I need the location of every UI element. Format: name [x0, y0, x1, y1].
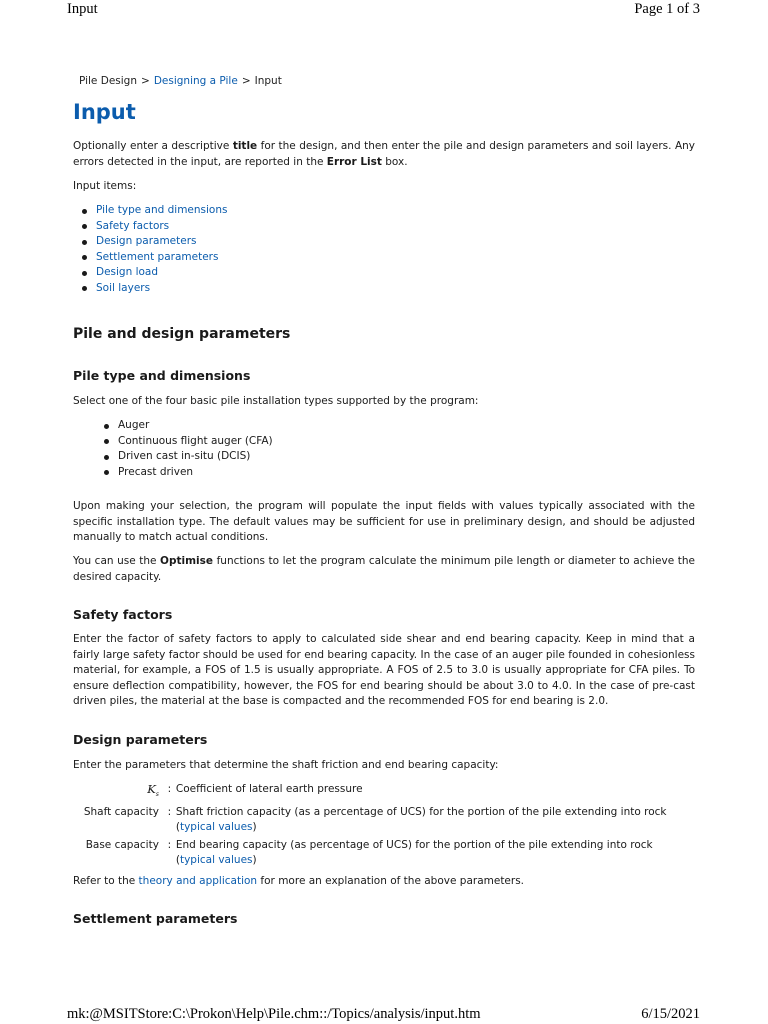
param-desc: Coefficient of lateral earth pressure: [175, 783, 363, 795]
design-parameters-table: [73, 782, 673, 871]
section-heading-pile-and-design-parameters: Pile and design parameters: [73, 326, 291, 342]
breadcrumb-link-designing-a-pile[interactable]: Designing a Pile: [153, 75, 238, 87]
subheading-settlement-parameters: Settlement parameters: [73, 911, 238, 926]
intro-bold-title: title: [232, 140, 258, 152]
list-item: [73, 219, 695, 235]
param-colon: :: [167, 838, 172, 851]
optimise-text: You can use the: [73, 555, 161, 567]
link-design-parameters[interactable]: Design parameters: [96, 235, 197, 247]
list-item: [73, 281, 695, 297]
input-items-label: Input items:: [73, 180, 137, 192]
design-parameters-intro: Enter the parameters that determine the shaft friction and end bearing capacity:: [73, 759, 499, 771]
print-footer-path: mk:@MSITStore:C:\Prokon\Help\Pile.chm::/Topics/analysis/input.htm: [67, 1006, 481, 1022]
print-header-title: Input: [67, 1, 98, 17]
param-desc-text: Shaft friction capacity (as a percentage of UCS) for the portion of the pile extending into rock (: [175, 805, 667, 834]
link-settlement-parameters[interactable]: Settlement parameters: [96, 250, 219, 263]
list-item: [73, 203, 695, 219]
table-row: [73, 838, 673, 871]
list-item: [73, 250, 695, 266]
link-safety-factors[interactable]: Safety factors: [96, 219, 170, 232]
refer-paragraph: [73, 874, 695, 890]
link-design-load[interactable]: Design load: [96, 266, 159, 278]
table-row: [73, 805, 673, 838]
subheading-pile-type-and-dimensions: Pile type and dimensions: [73, 368, 251, 383]
list-item: [73, 265, 695, 281]
breadcrumb-separator: >: [241, 75, 251, 87]
intro-text: Optionally enter a descriptive: [73, 140, 233, 152]
param-name-ks: [73, 782, 163, 805]
link-typical-values-shaft[interactable]: typical values: [179, 821, 253, 834]
ks-symbol: K: [147, 782, 156, 796]
param-name: Shaft capacity: [83, 805, 159, 818]
link-soil-layers[interactable]: Soil layers: [96, 281, 151, 294]
pile-types-list: [73, 418, 695, 480]
param-desc-text: End bearing capacity (as percentage of UCS) for the portion of the pile extending into rock (: [175, 838, 653, 867]
page-title: Input: [73, 100, 136, 124]
optimise-text: functions to let the program calculate the minimum pile length or diameter to achieve the desired capacity.: [73, 555, 695, 583]
print-footer: [67, 1006, 700, 1023]
pile-type-intro: Select one of the four basic pile installation types supported by the program:: [73, 395, 479, 407]
list-item: Auger: [73, 418, 695, 434]
optimise-bold: Optimise: [160, 555, 214, 567]
intro-text: box.: [381, 155, 408, 168]
breadcrumb-pile-design: Pile Design: [79, 75, 137, 87]
param-colon: :: [167, 805, 172, 818]
ks-subscript: s: [155, 791, 159, 799]
list-item: Continuous flight auger (CFA): [73, 434, 695, 450]
param-desc: [176, 838, 673, 871]
list-item: [73, 234, 695, 250]
subheading-safety-factors: Safety factors: [73, 607, 173, 622]
print-header: [67, 1, 700, 18]
breadcrumb-current: Input: [254, 75, 282, 87]
param-desc: [176, 805, 673, 838]
print-footer-date: 6/15/2021: [641, 1006, 700, 1022]
refer-text: Refer to the: [73, 875, 139, 887]
breadcrumb: [79, 75, 282, 87]
param-colon: :: [167, 783, 172, 795]
breadcrumb-separator: >: [141, 75, 150, 87]
intro-text: for the design, and then enter the pile and design parameters and soil layers. Any errors detected in the input, are reported in the: [73, 140, 696, 168]
print-header-page: Page 1 of 3: [634, 1, 700, 17]
intro-bold-error-list: Error List: [326, 155, 382, 168]
param-desc-text: ): [252, 821, 257, 834]
subheading-design-parameters: Design parameters: [73, 732, 208, 747]
link-theory-and-application[interactable]: theory and application: [138, 875, 258, 887]
safety-factors-paragraph: Enter the factor of safety factors to apply to calculated side shear and end bearing capacity. Keep in mind that a fairly large safety factor should be used for end bearing capacity. In the case of an auger pile founded in cohesionless material, for example, a FOS of 1.5 is usually appropriate. A FOS of 2.5 to 3.0 is usually appropriate for CFA piles. To ensure deflection compatibility, however, the FOS for end bearing should be about 3.0 to 4.0. In the case of pre-cast driven piles, the material at the base is compacted and the recommended FOS for end bearing is 2.0.: [73, 633, 695, 707]
list-item: Driven cast in-situ (DCIS): [73, 449, 695, 465]
optimise-paragraph: [73, 554, 695, 585]
pile-type-paragraph: Upon making your selection, the program will populate the input fields with values typically associated with the specific installation type. The default values may be sufficient for use in preliminary design, and should be adjusted manually to match actual conditions.: [73, 500, 695, 543]
intro-paragraph: [73, 139, 695, 170]
link-typical-values-base[interactable]: typical values: [179, 854, 253, 867]
input-items-list: [73, 203, 695, 296]
list-item: Precast driven: [73, 465, 695, 481]
param-name: Base capacity: [85, 838, 159, 851]
table-row: [73, 782, 673, 805]
param-desc-text: ): [252, 854, 257, 867]
link-pile-type-and-dimensions[interactable]: Pile type and dimensions: [96, 204, 228, 216]
refer-text: for more an explanation of the above parameters.: [257, 875, 525, 887]
